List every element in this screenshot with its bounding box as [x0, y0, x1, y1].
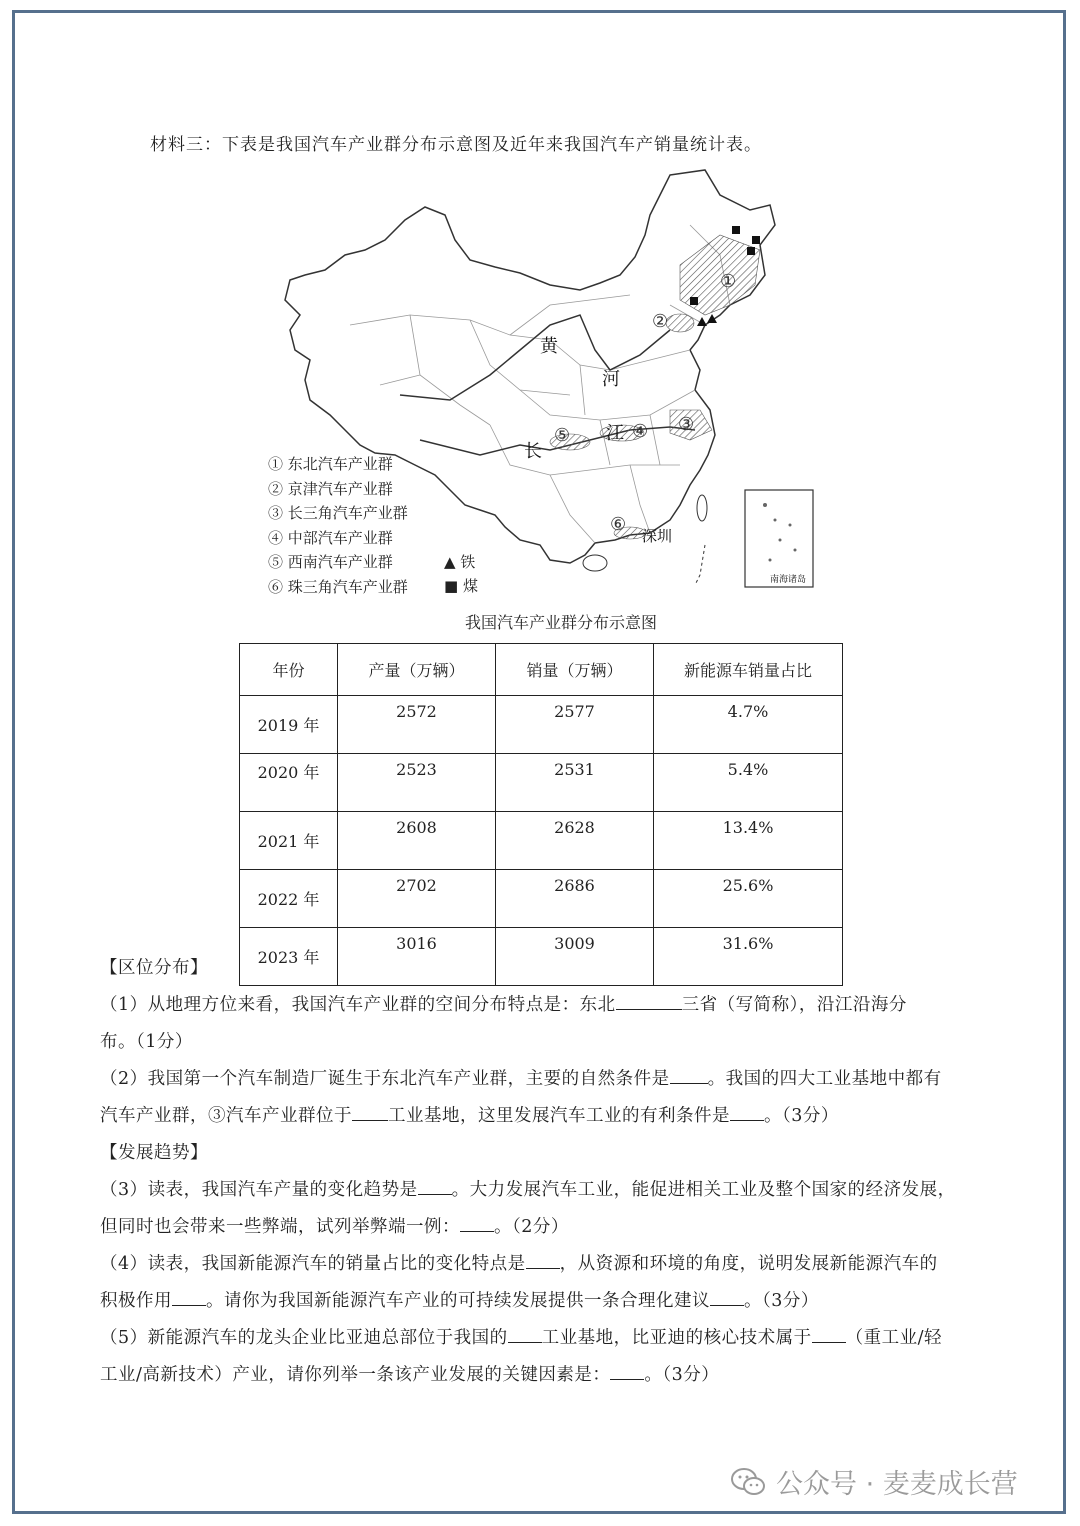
cell: 31.6%: [654, 928, 843, 986]
table-row: [240, 870, 843, 928]
answer-blank[interactable]: [812, 1324, 846, 1343]
cell: 2577: [496, 696, 654, 754]
label-he: 河: [602, 369, 620, 390]
cell: 3009: [496, 928, 654, 986]
question-1: （1）从地理方位来看，我国汽车产业群的空间分布特点是：东北 三省（写简称），沿江沿海分 布。（1分）: [100, 987, 1000, 1061]
cluster-label-2: ②: [652, 311, 669, 332]
cell: 2608: [338, 812, 496, 870]
cluster-label-1: ①: [720, 271, 737, 292]
section-location: 【区位分布】: [100, 958, 208, 978]
cell: 2628: [496, 812, 654, 870]
cell: 3016: [338, 928, 496, 986]
answer-blank[interactable]: [352, 1102, 388, 1121]
col-header: 销量（万辆）: [496, 644, 654, 696]
label-huang: 黄: [540, 336, 558, 357]
watermark-text: 公众号 · 麦麦成长营: [776, 1469, 1018, 1500]
cell: 5.4%: [654, 754, 843, 812]
legend-item: ② 京津汽车产业群: [268, 479, 393, 498]
cell: 25.6%: [654, 870, 843, 928]
question-5: （5）新能源汽车的龙头企业比亚迪总部位于我国的 工业基地，比亚迪的核心技术属于 （重工业/轻 工业/高新技术）产业，请你列举一条该产业发展的关键因素是： 。（3分）: [100, 1320, 1000, 1394]
cell: 2019 年: [240, 696, 338, 754]
table-row: [240, 754, 843, 812]
cell: 2531: [496, 754, 654, 812]
legend-item: ⑥ 珠三角汽车产业群: [268, 577, 408, 596]
wechat-icon: [730, 1467, 766, 1497]
table-row: [240, 696, 843, 754]
legend-item: ① 东北汽车产业群: [268, 455, 393, 473]
answer-blank[interactable]: [616, 991, 682, 1010]
cell: 2572: [338, 696, 496, 754]
cluster-label-5: ⑤: [554, 425, 571, 446]
answer-blank[interactable]: [610, 1361, 644, 1380]
cell: 2022 年: [240, 870, 338, 928]
material-intro: 材料三：下表是我国汽车产业群分布示意图及近年来我国汽车产销量统计表。: [150, 135, 762, 155]
cluster-label-4: ④: [632, 421, 649, 442]
section-trend: 【发展趋势】: [100, 1143, 208, 1163]
table-row: [240, 812, 843, 870]
col-header: 年份: [240, 644, 338, 696]
legend-coal: ■ 煤: [444, 577, 478, 595]
cluster-2-area: [666, 314, 694, 332]
table-header-row: [240, 644, 843, 696]
answer-blank[interactable]: [710, 1287, 744, 1306]
answer-blank[interactable]: [172, 1287, 206, 1306]
cell: 2020 年: [240, 754, 338, 812]
label-shenzhen: 深圳: [642, 527, 673, 545]
legend-iron: ▲ 铁: [444, 553, 476, 571]
answer-blank[interactable]: [730, 1102, 764, 1121]
taiwan: [697, 495, 707, 521]
answer-blank[interactable]: [418, 1176, 452, 1195]
col-header: 产量（万辆）: [338, 644, 496, 696]
label-chang: 长: [524, 441, 542, 462]
answer-blank[interactable]: [670, 1065, 708, 1084]
answer-blank[interactable]: [508, 1324, 542, 1343]
cell: 2702: [338, 870, 496, 928]
legend-item: ③ 长三角汽车产业群: [268, 504, 408, 522]
cell: 2023 年: [240, 928, 338, 986]
legend-item: ④ 中部汽车产业群: [268, 528, 393, 547]
cluster-label-3: ③: [678, 414, 695, 435]
answer-blank[interactable]: [526, 1250, 560, 1269]
south-sea-inset: [745, 490, 813, 587]
map-legend: [268, 452, 408, 599]
col-header: 新能源车销量占比: [654, 644, 843, 696]
cluster-label-6: ⑥: [610, 514, 627, 535]
map-caption: 我国汽车产业群分布示意图: [465, 613, 658, 632]
inset-label: 南海诸岛: [770, 575, 807, 585]
legend-item: ⑤ 西南汽车产业群: [268, 553, 393, 571]
cell: 2686: [496, 870, 654, 928]
cell: 2021 年: [240, 812, 338, 870]
question-4: （4）读表，我国新能源汽车的销量占比的变化特点是 ，从资源和环境的角度，说明发展新能源汽车的 积极作用 。请你为我国新能源汽车产业的可持续发展提供一条合理化建议 。（3分）: [100, 1246, 1000, 1320]
answer-blank[interactable]: [460, 1213, 494, 1232]
cell: 2523: [338, 754, 496, 812]
question-2: （2）我国第一个汽车制造厂诞生于东北汽车产业群，主要的自然条件是 。我国的四大工业基地中都有 汽车产业群，③汽车产业群位于 工业基地，这里发展汽车工业的有利条件是 。（3分）: [100, 1061, 1000, 1135]
cell: 13.4%: [654, 812, 843, 870]
cell: 4.7%: [654, 696, 843, 754]
label-jiang: 江: [606, 423, 624, 444]
stats-table: [239, 643, 843, 986]
hainan: [583, 555, 607, 571]
question-3: （3）读表，我国汽车产量的变化趋势是 。大力发展汽车工业，能促进相关工业及整个国家的经济发展， 但同时也会带来一些弊端，试列举弊端一例： 。（2分）: [100, 1172, 1000, 1246]
watermark: [730, 1462, 1018, 1501]
